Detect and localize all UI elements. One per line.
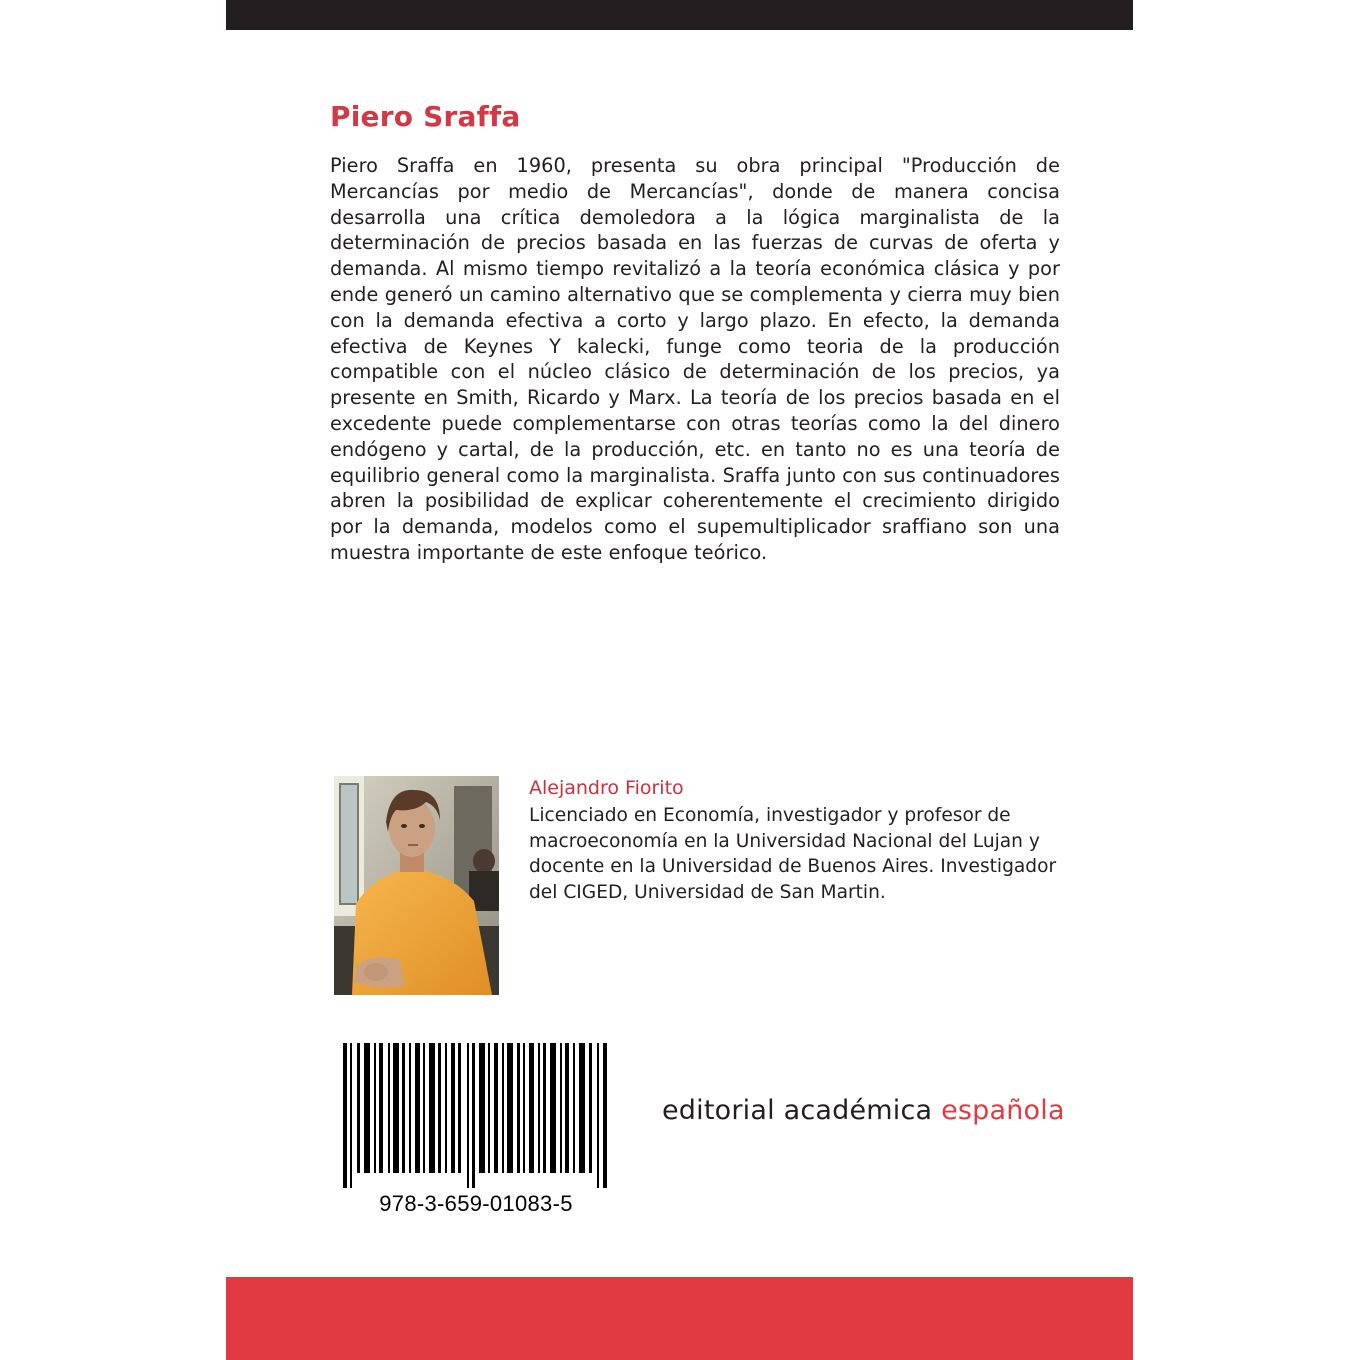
top-band bbox=[226, 0, 1133, 30]
bottom-band bbox=[226, 1277, 1133, 1360]
author-name: Alejandro Fiorito bbox=[529, 777, 684, 799]
author-photo bbox=[334, 776, 499, 995]
book-title: Piero Sraffa bbox=[330, 100, 521, 133]
publisher-name-accent: española bbox=[941, 1095, 1065, 1126]
isbn-number: 978-3-659-01083-5 bbox=[379, 1191, 573, 1216]
author-bio: Licenciado en Economía, investigador y profesor de macroeconomía en la Universidad Nacional del Lujan y docente en la Universidad de Buenos Aires. Investigador del CIGED, Universidad de San Martin. bbox=[529, 805, 1057, 903]
publisher-logo bbox=[662, 1095, 1065, 1126]
blurb-text: Piero Sraffa en 1960, presenta su obra principal "Producción de Mercancías por medio de Mercancías", donde de manera concisa desarrolla una crítica demoledora a la lógica marginalista de la determinación de precios basada en las fuerzas de curvas de oferta y demanda. Al mismo tiempo revitalizó a la teoría económica clásica y por ende generó un camino alternativo que se complementa y cierra muy bien con la demanda efectiva a corto y largo plazo. En efecto, la demanda efectiva de Keynes Y kalecki, funge como teoria de la producción compatible con el núcleo clásico de determinación de los precios, ya presente en Smith, Ricardo y Marx. La teoría de los precios basada en el excedente puede complementarse con otras teorías como la del dinero endógeno y cartal, de la producción, etc. en tanto no es una teoría de equilibrio general como la marginalista. Sraffa junto con sus continuadores abren la posibilidad de explicar coherentemente el crecimiento dirigido por la demanda, modelos como el supemultiplicador sraffiano son una muestra importante de este enfoque teórico. bbox=[330, 154, 1060, 564]
barcode bbox=[343, 1043, 609, 1188]
publisher-name: editorial académica bbox=[662, 1095, 933, 1126]
